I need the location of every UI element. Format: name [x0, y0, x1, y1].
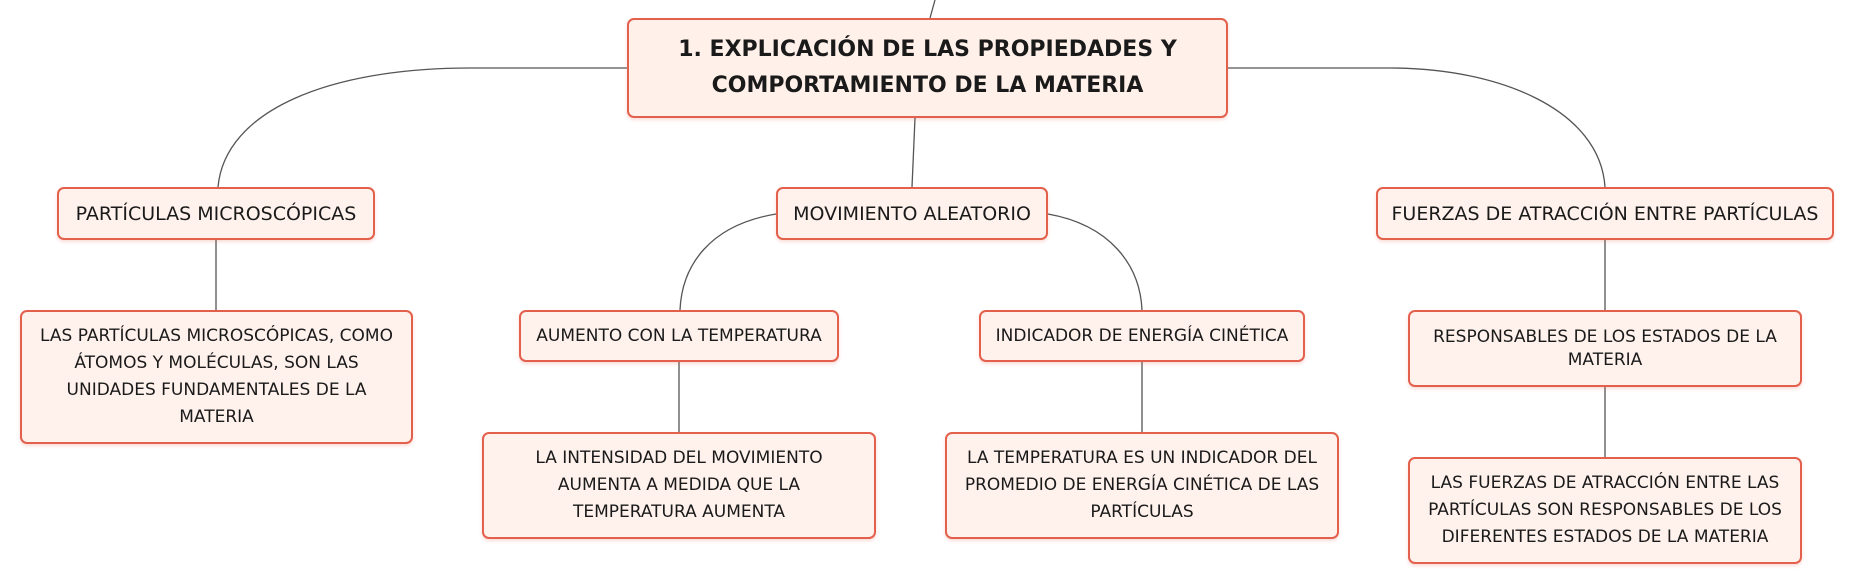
subtopic-aumento-temperatura[interactable] [519, 310, 839, 362]
subtopic-particulas-detail[interactable] [20, 310, 413, 444]
detail-label: LA INTENSIDAD DEL MOVIMIENTO AUMENTA A MEDIDA QUE LA TEMPERATURA AUMENTA [535, 448, 823, 522]
subtopic-label: AUMENTO CON LA TEMPERATURA [536, 325, 822, 346]
subtopic-label: RESPONSABLES DE LOS ESTADOS DE LA MATERIA [1433, 326, 1777, 370]
detail-intensidad-movimiento[interactable] [482, 432, 876, 539]
edge-root-particulas [218, 68, 627, 187]
detail-temperatura-indicador[interactable] [945, 432, 1339, 539]
edge-root-fuerzas [1228, 68, 1605, 187]
subtopic-label: INDICADOR DE ENERGÍA CINÉTICA [995, 325, 1289, 346]
subtopic-label: LAS PARTÍCULAS MICROSCÓPICAS, COMO ÁTOMOS Y MOLÉCULAS, SON LAS UNIDADES FUNDAMENTALES DE LA MATERIA [40, 326, 393, 427]
subtopic-responsables-estados[interactable] [1408, 310, 1802, 387]
root-topic[interactable] [627, 18, 1228, 118]
edge-root-parent [930, 0, 935, 18]
edge-movimiento-indicador [1048, 214, 1142, 310]
topic-label: FUERZAS DE ATRACCIÓN ENTRE PARTÍCULAS [1391, 202, 1819, 225]
detail-fuerzas-estados[interactable] [1408, 457, 1802, 564]
subtopic-indicador-energia[interactable] [979, 310, 1305, 362]
detail-label: LA TEMPERATURA ES UN INDICADOR DEL PROMEDIO DE ENERGÍA CINÉTICA DE LAS PARTÍCULAS [964, 448, 1320, 522]
topic-movimiento-aleatorio[interactable] [776, 187, 1048, 240]
topic-label: MOVIMIENTO ALEATORIO [793, 202, 1031, 225]
edge-movimiento-aumento [680, 214, 776, 310]
root-topic-label: 1. EXPLICACIÓN DE LAS PROPIEDADES Y COMPORTAMIENTO DE LA MATERIA [678, 37, 1177, 98]
edge-root-movimiento [912, 118, 915, 187]
topic-label: PARTÍCULAS MICROSCÓPICAS [75, 202, 357, 225]
detail-label: LAS FUERZAS DE ATRACCIÓN ENTRE LAS PARTÍCULAS SON RESPONSABLES DE LOS DIFERENTES ESTADOS DE LA MATERIA [1428, 473, 1782, 547]
topic-fuerzas-de-atraccion[interactable] [1376, 187, 1834, 240]
topic-particulas-microscopicas[interactable] [57, 187, 375, 240]
